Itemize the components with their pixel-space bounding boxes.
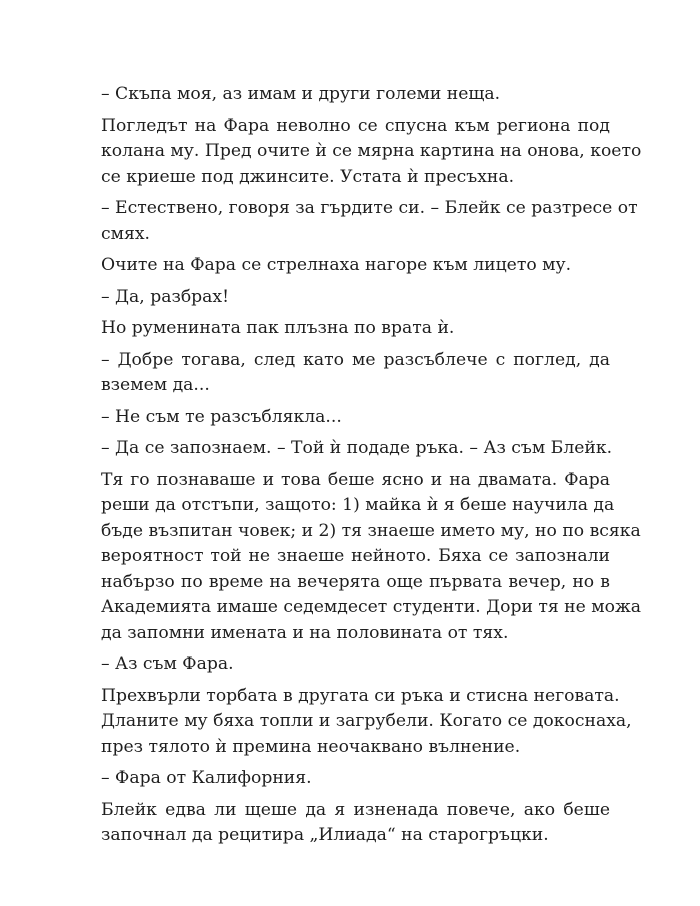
paragraph-first-line: Прехвърли торбата в другата си ръка и стисна неговата.	[101, 685, 620, 706]
paragraph-first-line: – Скъпа моя, аз имам и други големи неща.	[101, 84, 501, 104]
paragraph-line: започнал да рецитира „Илиада“ на старогръцки.	[101, 825, 549, 845]
paragraph-first-line: Но руменината пак плъзна по врата ѝ.	[101, 318, 455, 338]
paragraph-line: се криеше под джинсите. Устата ѝ пресъхна.	[101, 166, 515, 187]
body-text	[101, 82, 642, 849]
paragraph-line: вземем да...	[101, 375, 210, 395]
paragraph-line: вероятност той не знаеше нейното. Бяха се запознали	[101, 546, 610, 566]
paragraph-first-line: – Не съм те разсъблякла...	[101, 406, 342, 427]
paragraph-first-line: Погледът на Фара неволно се спусна към региона под	[101, 115, 610, 136]
paragraph-first-line: – Аз съм Фара.	[101, 654, 234, 674]
paragraph-first-line: Блейк едва ли щеше да я изненада повече, ако беше	[101, 799, 610, 820]
paragraph-line: да запомни имената и на половината от тях.	[101, 622, 509, 643]
paragraph-first-line: Тя го познаваше и това беше ясно и на двамата. Фара	[101, 469, 610, 490]
paragraph-line: смях.	[101, 223, 150, 244]
paragraph-first-line: Очите на Фара се стрелнаха нагоре към лицето му.	[101, 255, 572, 275]
paragraph-line: Дланите му бяха топли и загрубели. Когато се докоснаха,	[101, 711, 632, 731]
paragraph-first-line: – Добре тогава, след като ме разсъблече с поглед, да	[101, 349, 610, 370]
paragraph-line: Академията имаше седемдесет студенти. Дори тя не можа	[101, 597, 642, 617]
paragraph-line: бъде възпитан човек; и 2) тя знаеше името му, но по всяка	[101, 520, 641, 541]
paragraph-line: набързо по време на вечерята още първата вечер, но в	[101, 571, 610, 592]
paragraph-line: през тялото ѝ премина неочаквано вълнение.	[101, 736, 521, 757]
paragraph-line: колана му. Пред очите ѝ се мярна картина на онова, което	[101, 141, 642, 161]
paragraph-first-line: – Да се запознаем. – Той ѝ подаде ръка. – Аз съм Блейк.	[101, 438, 613, 458]
paragraph-first-line: – Фара от Калифорния.	[101, 768, 312, 788]
paragraph-first-line: – Естествено, говоря за гърдите си. – Блейк се разтресе от	[101, 198, 638, 218]
paragraph-first-line: – Да, разбрах!	[101, 286, 230, 307]
paragraph-line: реши да отстъпи, защото: 1) майка ѝ я беше научила да	[101, 495, 615, 515]
